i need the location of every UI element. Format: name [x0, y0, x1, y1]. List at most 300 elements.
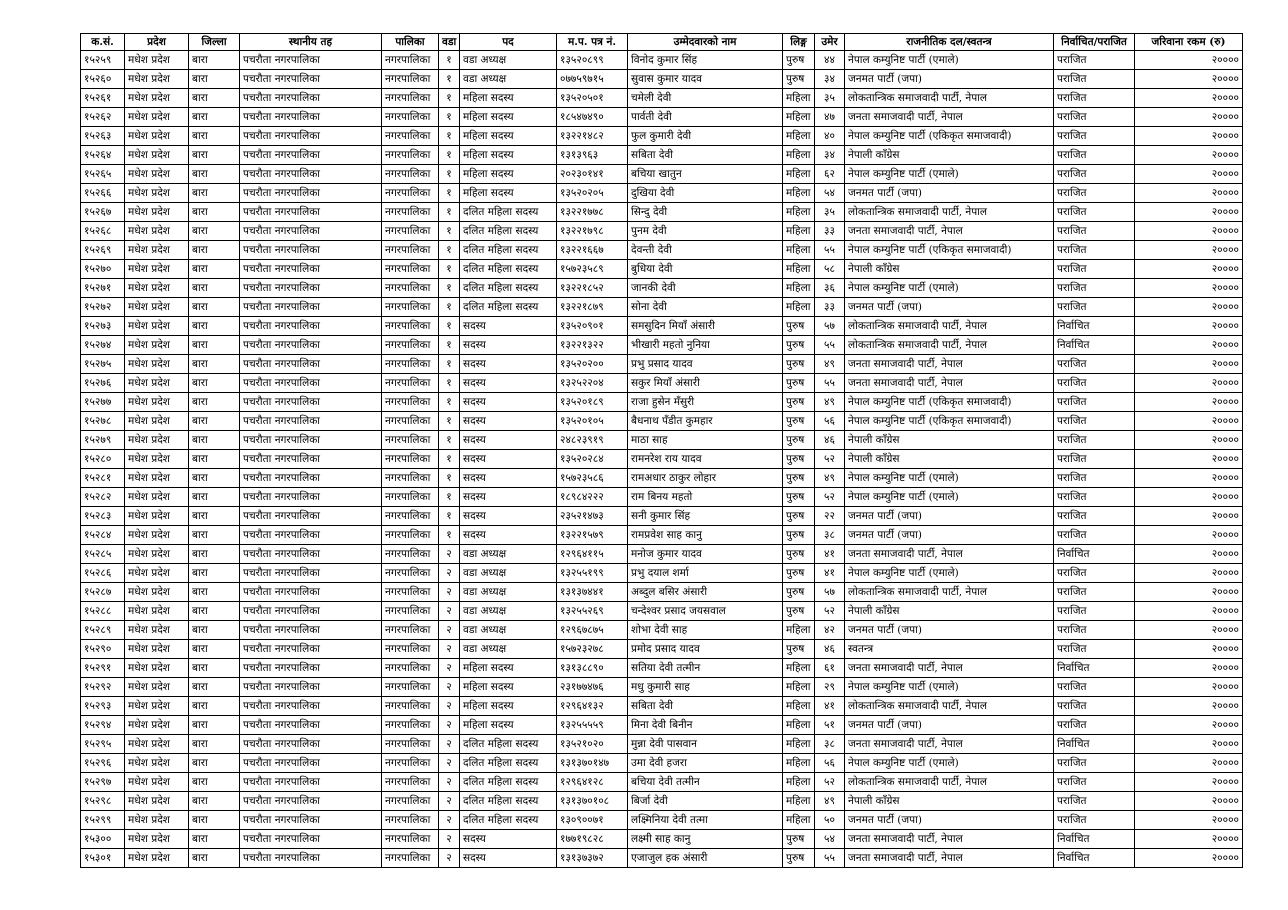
ballot-number-cell: १३२५५२६९ [557, 602, 628, 621]
result-cell: पराजित [1054, 431, 1135, 450]
ward-cell: १ [439, 51, 460, 70]
table-row [81, 602, 1243, 621]
candidate-name-cell: एजाजुल हक अंसारी [628, 849, 783, 868]
local-level-cell: पचरौता नगरपालिका [240, 336, 382, 355]
serial-cell: १५२७२ [81, 298, 125, 317]
district-cell: बारा [189, 678, 240, 697]
ward-cell: २ [439, 849, 460, 868]
ballot-number-cell: १३५२०९०१ [557, 317, 628, 336]
ballot-number-cell: १३२२१८७९ [557, 298, 628, 317]
gender-cell: महिला [783, 773, 815, 792]
table-row [81, 621, 1243, 640]
palika-cell: नगरपालिका [382, 830, 439, 849]
province-cell: मधेश प्रदेश [125, 640, 189, 659]
post-cell: सदस्य [460, 450, 557, 469]
district-cell: बारा [189, 184, 240, 203]
party-cell: जनमत पार्टी (जपा) [845, 298, 1054, 317]
serial-cell: १५२९८ [81, 792, 125, 811]
ward-cell: २ [439, 640, 460, 659]
column-header: निर्वाचित/पराजित [1054, 34, 1135, 51]
ballot-number-cell: १३२२१७७८ [557, 203, 628, 222]
local-level-cell: पचरौता नगरपालिका [240, 545, 382, 564]
post-cell: सदस्य [460, 469, 557, 488]
palika-cell: नगरपालिका [382, 811, 439, 830]
serial-cell: १५२७५ [81, 355, 125, 374]
district-cell: बारा [189, 697, 240, 716]
palika-cell: नगरपालिका [382, 241, 439, 260]
candidate-name-cell: रामअधार ठाकुर लोहार [628, 469, 783, 488]
post-cell: महिला सदस्य [460, 678, 557, 697]
table-row [81, 716, 1243, 735]
result-cell: पराजित [1054, 146, 1135, 165]
ward-cell: २ [439, 583, 460, 602]
post-cell: सदस्य [460, 507, 557, 526]
ward-cell: १ [439, 317, 460, 336]
post-cell: महिला सदस्य [460, 184, 557, 203]
post-cell: सदस्य [460, 849, 557, 868]
district-cell: बारा [189, 70, 240, 89]
party-cell: जनता समाजवादी पार्टी, नेपाल [845, 355, 1054, 374]
party-cell: जनता समाजवादी पार्टी, नेपाल [845, 374, 1054, 393]
local-level-cell: पचरौता नगरपालिका [240, 716, 382, 735]
age-cell: ५२ [815, 488, 845, 507]
local-level-cell: पचरौता नगरपालिका [240, 431, 382, 450]
candidate-name-cell: बैधनाथ पँडीत कुमहार [628, 412, 783, 431]
ward-cell: १ [439, 127, 460, 146]
ballot-number-cell: १३२२१४८२ [557, 127, 628, 146]
palika-cell: नगरपालिका [382, 564, 439, 583]
candidate-name-cell: राम बिनय महतो [628, 488, 783, 507]
result-cell: पराजित [1054, 374, 1135, 393]
fine-amount-cell: २०००० [1135, 811, 1243, 830]
table-row [81, 754, 1243, 773]
ballot-number-cell: १३१३७०१४७ [557, 754, 628, 773]
ballot-number-cell: १८५४७४९० [557, 108, 628, 127]
district-cell: बारा [189, 241, 240, 260]
column-header: क.सं. [81, 34, 125, 51]
ward-cell: २ [439, 735, 460, 754]
serial-cell: १५२८९ [81, 621, 125, 640]
result-cell: पराजित [1054, 450, 1135, 469]
gender-cell: पुरुष [783, 374, 815, 393]
result-cell: पराजित [1054, 222, 1135, 241]
local-level-cell: पचरौता नगरपालिका [240, 469, 382, 488]
age-cell: ३३ [815, 222, 845, 241]
ward-cell: २ [439, 621, 460, 640]
candidate-name-cell: पार्वती देवी [628, 108, 783, 127]
table-row [81, 830, 1243, 849]
province-cell: मधेश प्रदेश [125, 450, 189, 469]
candidate-name-cell: सतिया देवी तत्मीन [628, 659, 783, 678]
post-cell: दलित महिला सदस्य [460, 298, 557, 317]
serial-cell: १५२६३ [81, 127, 125, 146]
district-cell: बारा [189, 317, 240, 336]
ballot-number-cell: १३५२०२०५ [557, 184, 628, 203]
fine-amount-cell: २०००० [1135, 412, 1243, 431]
serial-cell: १५२९६ [81, 754, 125, 773]
ballot-number-cell: १३१३७४४१ [557, 583, 628, 602]
province-cell: मधेश प्रदेश [125, 298, 189, 317]
ward-cell: २ [439, 754, 460, 773]
local-level-cell: पचरौता नगरपालिका [240, 678, 382, 697]
gender-cell: पुरुष [783, 355, 815, 374]
serial-cell: १५२५९ [81, 51, 125, 70]
local-level-cell: पचरौता नगरपालिका [240, 697, 382, 716]
province-cell: मधेश प्रदेश [125, 412, 189, 431]
age-cell: ५८ [815, 260, 845, 279]
gender-cell: महिला [783, 279, 815, 298]
result-cell: पराजित [1054, 792, 1135, 811]
gender-cell: महिला [783, 811, 815, 830]
party-cell: जनमत पार्टी (जपा) [845, 621, 1054, 640]
ballot-number-cell: १२९६४११५ [557, 545, 628, 564]
fine-amount-cell: २०००० [1135, 469, 1243, 488]
party-cell: लोकतान्त्रिक समाजवादी पार्टी, नेपाल [845, 89, 1054, 108]
local-level-cell: पचरौता नगरपालिका [240, 355, 382, 374]
post-cell: वडा अध्यक्ष [460, 564, 557, 583]
palika-cell: नगरपालिका [382, 184, 439, 203]
province-cell: मधेश प्रदेश [125, 526, 189, 545]
ward-cell: २ [439, 697, 460, 716]
post-cell: सदस्य [460, 526, 557, 545]
candidate-name-cell: जानकी देवी [628, 279, 783, 298]
district-cell: बारा [189, 127, 240, 146]
province-cell: मधेश प्रदेश [125, 108, 189, 127]
district-cell: बारा [189, 735, 240, 754]
candidate-name-cell: चन्देश्वर प्रसाद जयसवाल [628, 602, 783, 621]
result-cell: पराजित [1054, 203, 1135, 222]
table-row [81, 70, 1243, 89]
province-cell: मधेश प्रदेश [125, 355, 189, 374]
age-cell: ३५ [815, 89, 845, 108]
result-cell: पराजित [1054, 393, 1135, 412]
palika-cell: नगरपालिका [382, 298, 439, 317]
local-level-cell: पचरौता नगरपालिका [240, 526, 382, 545]
ward-cell: २ [439, 545, 460, 564]
palika-cell: नगरपालिका [382, 279, 439, 298]
column-header: स्थानीय तह [240, 34, 382, 51]
table-row [81, 469, 1243, 488]
gender-cell: महिला [783, 184, 815, 203]
candidate-name-cell: रामप्रवेश साह कानु [628, 526, 783, 545]
ward-cell: २ [439, 602, 460, 621]
local-level-cell: पचरौता नगरपालिका [240, 165, 382, 184]
table-row [81, 260, 1243, 279]
fine-amount-cell: २०००० [1135, 260, 1243, 279]
table-row [81, 526, 1243, 545]
ballot-number-cell: १३२५२२०४ [557, 374, 628, 393]
ward-cell: १ [439, 336, 460, 355]
local-level-cell: पचरौता नगरपालिका [240, 849, 382, 868]
result-cell: पराजित [1054, 260, 1135, 279]
candidate-name-cell: सकुर मियाँ अंसारी [628, 374, 783, 393]
fine-amount-cell: २०००० [1135, 450, 1243, 469]
local-level-cell: पचरौता नगरपालिका [240, 146, 382, 165]
ward-cell: १ [439, 450, 460, 469]
post-cell: दलित महिला सदस्य [460, 241, 557, 260]
fine-amount-cell: २०००० [1135, 526, 1243, 545]
ballot-number-cell: १३१३८८९० [557, 659, 628, 678]
district-cell: बारा [189, 336, 240, 355]
district-cell: बारा [189, 564, 240, 583]
column-header: प्रदेश [125, 34, 189, 51]
gender-cell: पुरुष [783, 830, 815, 849]
gender-cell: पुरुष [783, 488, 815, 507]
serial-cell: १५२९१ [81, 659, 125, 678]
party-cell: जनमत पार्टी (जपा) [845, 811, 1054, 830]
age-cell: ५४ [815, 830, 845, 849]
fine-amount-cell: २०००० [1135, 583, 1243, 602]
serial-cell: १५२९२ [81, 678, 125, 697]
result-cell: पराजित [1054, 526, 1135, 545]
post-cell: दलित महिला सदस्य [460, 260, 557, 279]
district-cell: बारा [189, 621, 240, 640]
serial-cell: १५२६४ [81, 146, 125, 165]
fine-amount-cell: २०००० [1135, 336, 1243, 355]
ballot-number-cell: १३०९००७१ [557, 811, 628, 830]
result-cell: पराजित [1054, 184, 1135, 203]
province-cell: मधेश प्रदेश [125, 146, 189, 165]
table-row [81, 355, 1243, 374]
result-cell: पराजित [1054, 127, 1135, 146]
result-cell: पराजित [1054, 412, 1135, 431]
result-cell: निर्वाचित [1054, 849, 1135, 868]
palika-cell: नगरपालिका [382, 108, 439, 127]
age-cell: ५२ [815, 602, 845, 621]
local-level-cell: पचरौता नगरपालिका [240, 317, 382, 336]
palika-cell: नगरपालिका [382, 545, 439, 564]
result-cell: निर्वाचित [1054, 336, 1135, 355]
local-level-cell: पचरौता नगरपालिका [240, 640, 382, 659]
post-cell: वडा अध्यक्ष [460, 51, 557, 70]
district-cell: बारा [189, 830, 240, 849]
table-row [81, 108, 1243, 127]
age-cell: ४१ [815, 545, 845, 564]
palika-cell: नगरपालिका [382, 317, 439, 336]
post-cell: सदस्य [460, 830, 557, 849]
local-level-cell: पचरौता नगरपालिका [240, 184, 382, 203]
palika-cell: नगरपालिका [382, 621, 439, 640]
district-cell: बारा [189, 754, 240, 773]
table-row [81, 640, 1243, 659]
district-cell: बारा [189, 602, 240, 621]
ward-cell: १ [439, 393, 460, 412]
fine-amount-cell: २०००० [1135, 355, 1243, 374]
gender-cell: पुरुष [783, 317, 815, 336]
serial-cell: १५२८८ [81, 602, 125, 621]
palika-cell: नगरपालिका [382, 203, 439, 222]
age-cell: ५६ [815, 754, 845, 773]
gender-cell: महिला [783, 659, 815, 678]
candidate-name-cell: मधु कुमारी साह [628, 678, 783, 697]
ballot-number-cell: ०७७५९७१५ [557, 70, 628, 89]
table-row [81, 279, 1243, 298]
party-cell: नेपाली काँग्रेस [845, 146, 1054, 165]
age-cell: २२ [815, 507, 845, 526]
column-header: उमेर [815, 34, 845, 51]
gender-cell: पुरुष [783, 393, 815, 412]
province-cell: मधेश प्रदेश [125, 716, 189, 735]
party-cell: नेपाली काँग्रेस [845, 792, 1054, 811]
party-cell: लोकतान्त्रिक समाजवादी पार्टी, नेपाल [845, 773, 1054, 792]
gender-cell: महिला [783, 241, 815, 260]
table-row [81, 583, 1243, 602]
fine-amount-cell: २०००० [1135, 393, 1243, 412]
age-cell: ४६ [815, 640, 845, 659]
serial-cell: १५२६७ [81, 203, 125, 222]
gender-cell: महिला [783, 697, 815, 716]
ballot-number-cell: १५७२३२७८ [557, 640, 628, 659]
province-cell: मधेश प्रदेश [125, 659, 189, 678]
ward-cell: २ [439, 773, 460, 792]
province-cell: मधेश प्रदेश [125, 203, 189, 222]
table-row [81, 222, 1243, 241]
local-level-cell: पचरौता नगरपालिका [240, 583, 382, 602]
province-cell: मधेश प्रदेश [125, 260, 189, 279]
local-level-cell: पचरौता नगरपालिका [240, 374, 382, 393]
palika-cell: नगरपालिका [382, 678, 439, 697]
post-cell: महिला सदस्य [460, 716, 557, 735]
age-cell: ६२ [815, 165, 845, 184]
palika-cell: नगरपालिका [382, 222, 439, 241]
palika-cell: नगरपालिका [382, 773, 439, 792]
result-cell: पराजित [1054, 507, 1135, 526]
result-cell: पराजित [1054, 583, 1135, 602]
gender-cell: महिला [783, 716, 815, 735]
ward-cell: १ [439, 222, 460, 241]
candidate-name-cell: बिर्जा देवी [628, 792, 783, 811]
post-cell: वडा अध्यक्ष [460, 602, 557, 621]
serial-cell: १५२८६ [81, 564, 125, 583]
candidate-name-cell: प्रभु दयाल शर्मा [628, 564, 783, 583]
serial-cell: १५२६५ [81, 165, 125, 184]
serial-cell: १५२६० [81, 70, 125, 89]
district-cell: बारा [189, 545, 240, 564]
province-cell: मधेश प्रदेश [125, 621, 189, 640]
district-cell: बारा [189, 89, 240, 108]
ballot-number-cell: १२९६७८७५ [557, 621, 628, 640]
result-cell: पराजित [1054, 298, 1135, 317]
candidate-name-cell: फुल कुमारी देवी [628, 127, 783, 146]
ward-cell: १ [439, 70, 460, 89]
ballot-number-cell: १३५२१०२० [557, 735, 628, 754]
serial-cell: १५२८४ [81, 526, 125, 545]
party-cell: स्वतन्त्र [845, 640, 1054, 659]
district-cell: बारा [189, 659, 240, 678]
ward-cell: २ [439, 564, 460, 583]
fine-amount-cell: २०००० [1135, 640, 1243, 659]
age-cell: ५७ [815, 317, 845, 336]
serial-cell: १५२९० [81, 640, 125, 659]
province-cell: मधेश प्रदेश [125, 241, 189, 260]
ward-cell: २ [439, 811, 460, 830]
ward-cell: १ [439, 203, 460, 222]
fine-amount-cell: २०००० [1135, 659, 1243, 678]
table-row [81, 735, 1243, 754]
post-cell: महिला सदस्य [460, 659, 557, 678]
local-level-cell: पचरौता नगरपालिका [240, 773, 382, 792]
ballot-number-cell: १३२२१८५२ [557, 279, 628, 298]
age-cell: ३६ [815, 279, 845, 298]
palika-cell: नगरपालिका [382, 735, 439, 754]
party-cell: नेपाल कम्युनिष्ट पार्टी (एमाले) [845, 51, 1054, 70]
palika-cell: नगरपालिका [382, 165, 439, 184]
candidate-name-cell: सिन्दु देवी [628, 203, 783, 222]
party-cell: नेपाल कम्युनिष्ट पार्टी (एकिकृत समाजवादी) [845, 393, 1054, 412]
ward-cell: १ [439, 507, 460, 526]
party-cell: नेपाली काँग्रेस [845, 260, 1054, 279]
palika-cell: नगरपालिका [382, 450, 439, 469]
age-cell: ४१ [815, 564, 845, 583]
result-cell: पराजित [1054, 621, 1135, 640]
ballot-number-cell: १३५२०८९९ [557, 51, 628, 70]
post-cell: सदस्य [460, 317, 557, 336]
serial-cell: १५२६८ [81, 222, 125, 241]
province-cell: मधेश प्रदेश [125, 431, 189, 450]
serial-cell: १५२७३ [81, 317, 125, 336]
age-cell: ५० [815, 811, 845, 830]
party-cell: जनता समाजवादी पार्टी, नेपाल [845, 849, 1054, 868]
district-cell: बारा [189, 374, 240, 393]
province-cell: मधेश प्रदेश [125, 735, 189, 754]
fine-amount-cell: २०००० [1135, 621, 1243, 640]
gender-cell: पुरुष [783, 431, 815, 450]
province-cell: मधेश प्रदेश [125, 754, 189, 773]
palika-cell: नगरपालिका [382, 583, 439, 602]
ballot-number-cell: १३१३९६३ [557, 146, 628, 165]
post-cell: दलित महिला सदस्य [460, 773, 557, 792]
local-level-cell: पचरौता नगरपालिका [240, 127, 382, 146]
candidate-name-cell: देवन्ती देवी [628, 241, 783, 260]
ballot-number-cell: १२९६४१२८ [557, 773, 628, 792]
local-level-cell: पचरौता नगरपालिका [240, 241, 382, 260]
serial-cell: १५२७४ [81, 336, 125, 355]
ward-cell: १ [439, 241, 460, 260]
result-cell: निर्वाचित [1054, 545, 1135, 564]
table-row [81, 393, 1243, 412]
post-cell: सदस्य [460, 488, 557, 507]
local-level-cell: पचरौता नगरपालिका [240, 260, 382, 279]
local-level-cell: पचरौता नगरपालिका [240, 450, 382, 469]
district-cell: बारा [189, 279, 240, 298]
palika-cell: नगरपालिका [382, 507, 439, 526]
candidate-name-cell: शोभा देवी साह [628, 621, 783, 640]
local-level-cell: पचरौता नगरपालिका [240, 412, 382, 431]
palika-cell: नगरपालिका [382, 431, 439, 450]
palika-cell: नगरपालिका [382, 127, 439, 146]
candidate-name-cell: मनोज कुमार यादव [628, 545, 783, 564]
candidate-name-cell: माठा साह [628, 431, 783, 450]
candidate-name-cell: भीखारी महतो नुनिया [628, 336, 783, 355]
serial-cell: १५२८५ [81, 545, 125, 564]
ballot-number-cell: १३५२०१०५ [557, 412, 628, 431]
result-cell: पराजित [1054, 564, 1135, 583]
province-cell: मधेश प्रदेश [125, 773, 189, 792]
palika-cell: नगरपालिका [382, 51, 439, 70]
palika-cell: नगरपालिका [382, 659, 439, 678]
candidate-name-cell: प्रमोद प्रसाद यादव [628, 640, 783, 659]
province-cell: मधेश प्रदेश [125, 811, 189, 830]
result-cell: पराजित [1054, 165, 1135, 184]
post-cell: सदस्य [460, 374, 557, 393]
district-cell: बारा [189, 298, 240, 317]
age-cell: ५४ [815, 184, 845, 203]
header-row [81, 34, 1243, 51]
post-cell: वडा अध्यक्ष [460, 70, 557, 89]
age-cell: ४६ [815, 431, 845, 450]
province-cell: मधेश प्रदेश [125, 51, 189, 70]
candidate-name-cell: विनोद कुमार सिंह [628, 51, 783, 70]
